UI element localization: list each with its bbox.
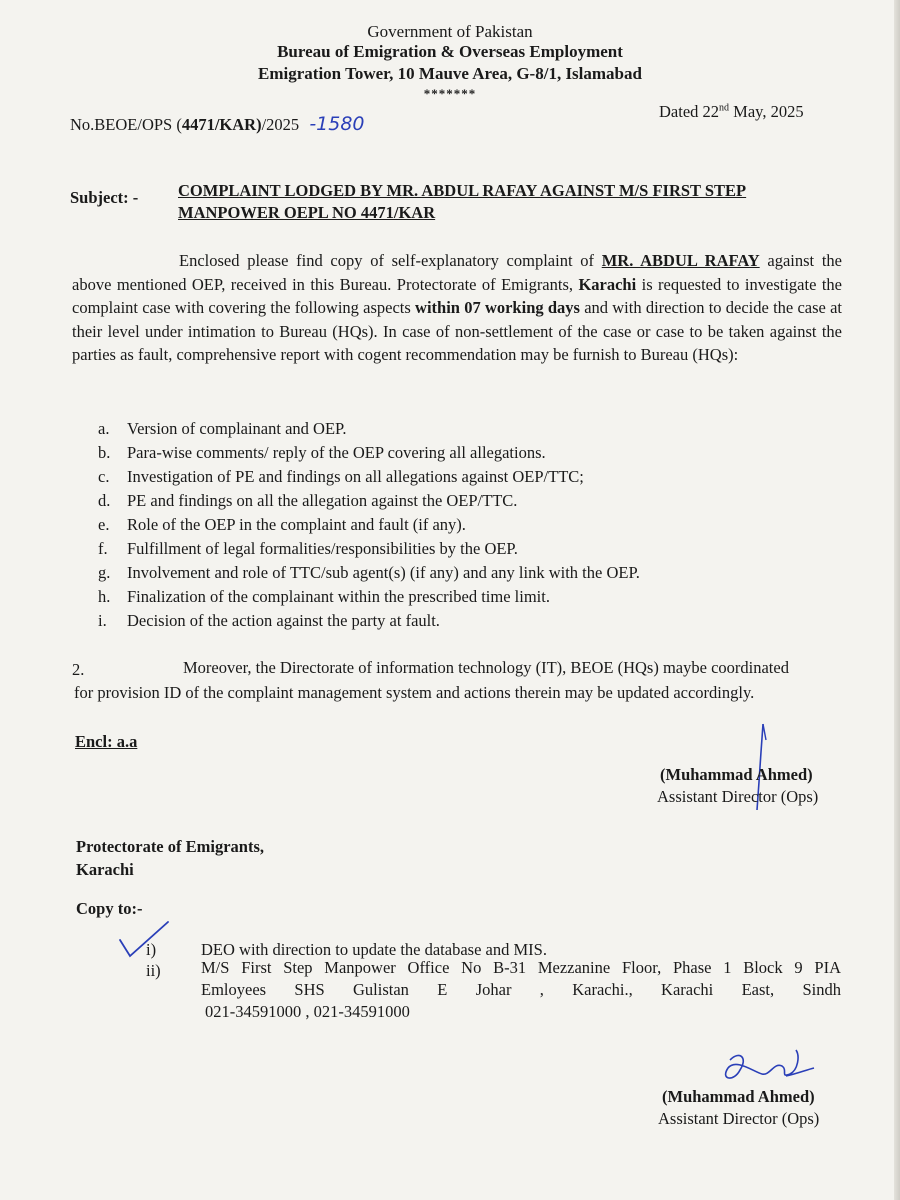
subject-text: COMPLAINT LODGED BY MR. ABDUL RAFAY AGAINST M/S FIRST STEP MANPOWER OEPL NO 4471/KAR — [178, 181, 747, 222]
para2-line1: Moreover, the Directorate of information technology (IT), BEOE (HQs) maybe coordinated — [183, 658, 789, 677]
para2-number: 2. — [72, 660, 85, 679]
copy-marker: ii) — [146, 961, 161, 980]
list-item: c. Investigation of PE and findings on all allegations against OEP/TTC; — [98, 467, 584, 486]
checkmark-icon — [116, 918, 172, 960]
subject-label: Subject: - — [70, 188, 139, 207]
signatory-name: (Muhammad Ahmed) — [662, 1087, 815, 1106]
copy-item-line: DEO with direction to update the database and MIS. — [201, 940, 547, 959]
list-item: g. Involvement and role of TTC/sub agent(s) (if any) and any link with the OEP. — [98, 563, 640, 582]
reference-number: No.BEOE/OPS (4471/KAR)/2025 -1580 — [70, 113, 365, 135]
list-item: i. Decision of the action against the party at fault. — [98, 611, 440, 630]
para2-line2: for provision ID of the complaint management system and actions therein may be updated accordingly. — [74, 683, 755, 702]
list-item: d. PE and findings on all the allegation against the OEP/TTC. — [98, 491, 518, 510]
recipient-block: Protectorate of Emigrants, Karachi — [76, 837, 265, 879]
signatory-title: Assistant Director (Ops) — [657, 787, 819, 806]
enclosure-label: Encl: a.a — [75, 732, 138, 751]
bureau-address: Emigration Tower, 10 Mauve Area, G-8/1, Islamabad — [258, 64, 642, 83]
copy-item-line: Emloyees SHS Gulistan E Johar , Karachi., Karachi East, Sindh — [201, 980, 841, 999]
date-line: Dated 22nd May, 2025 — [659, 102, 804, 121]
bureau-name: Bureau of Emigration & Overseas Employment — [277, 42, 623, 61]
list-item: e. Role of the OEP in the complaint and fault (if any). — [98, 515, 466, 534]
list-item: b. Para-wise comments/ reply of the OEP covering all allegations. — [98, 443, 546, 462]
header-stars: ******* — [423, 86, 477, 101]
govt-line: Government of Pakistan — [367, 22, 533, 41]
copy-marker: i) — [146, 940, 157, 959]
copy-item-line: 021-34591000 , 021-34591000 — [205, 1002, 410, 1021]
signatory-title: Assistant Director (Ops) — [658, 1109, 820, 1128]
list-item: a. Version of complainant and OEP. — [98, 419, 347, 438]
copy-to-label: Copy to:- — [76, 899, 143, 918]
handwritten-number: -1580 — [309, 113, 365, 135]
list-item: h. Finalization of the complainant within the prescribed time limit. — [98, 587, 550, 606]
signatory-name: (Muhammad Ahmed) — [660, 765, 813, 784]
copy-item-line: M/S First Step Manpower Office No B-31 Mezzanine Floor, Phase 1 Block 9 PIA — [201, 958, 841, 977]
page-edge — [894, 0, 900, 1200]
list-item: f. Fulfillment of legal formalities/responsibilities by the OEP. — [98, 539, 518, 558]
main-paragraph: Enclosed please find copy of self-explanatory complaint of MR. ABDUL RAFAY against the above mentioned OEP, received in this Bureau. Protectorate of Emigrants, Karachi is requested to investigate the complaint case with covering the following aspects within 07 working days and with direction to decide the case at their level under intimation to Bureau (HQs). In case of non-settlement of the case or case to be taken against the parties as fault, comprehensive report with cogent recommendation may be furnish to Bureau (HQs): — [72, 251, 842, 364]
